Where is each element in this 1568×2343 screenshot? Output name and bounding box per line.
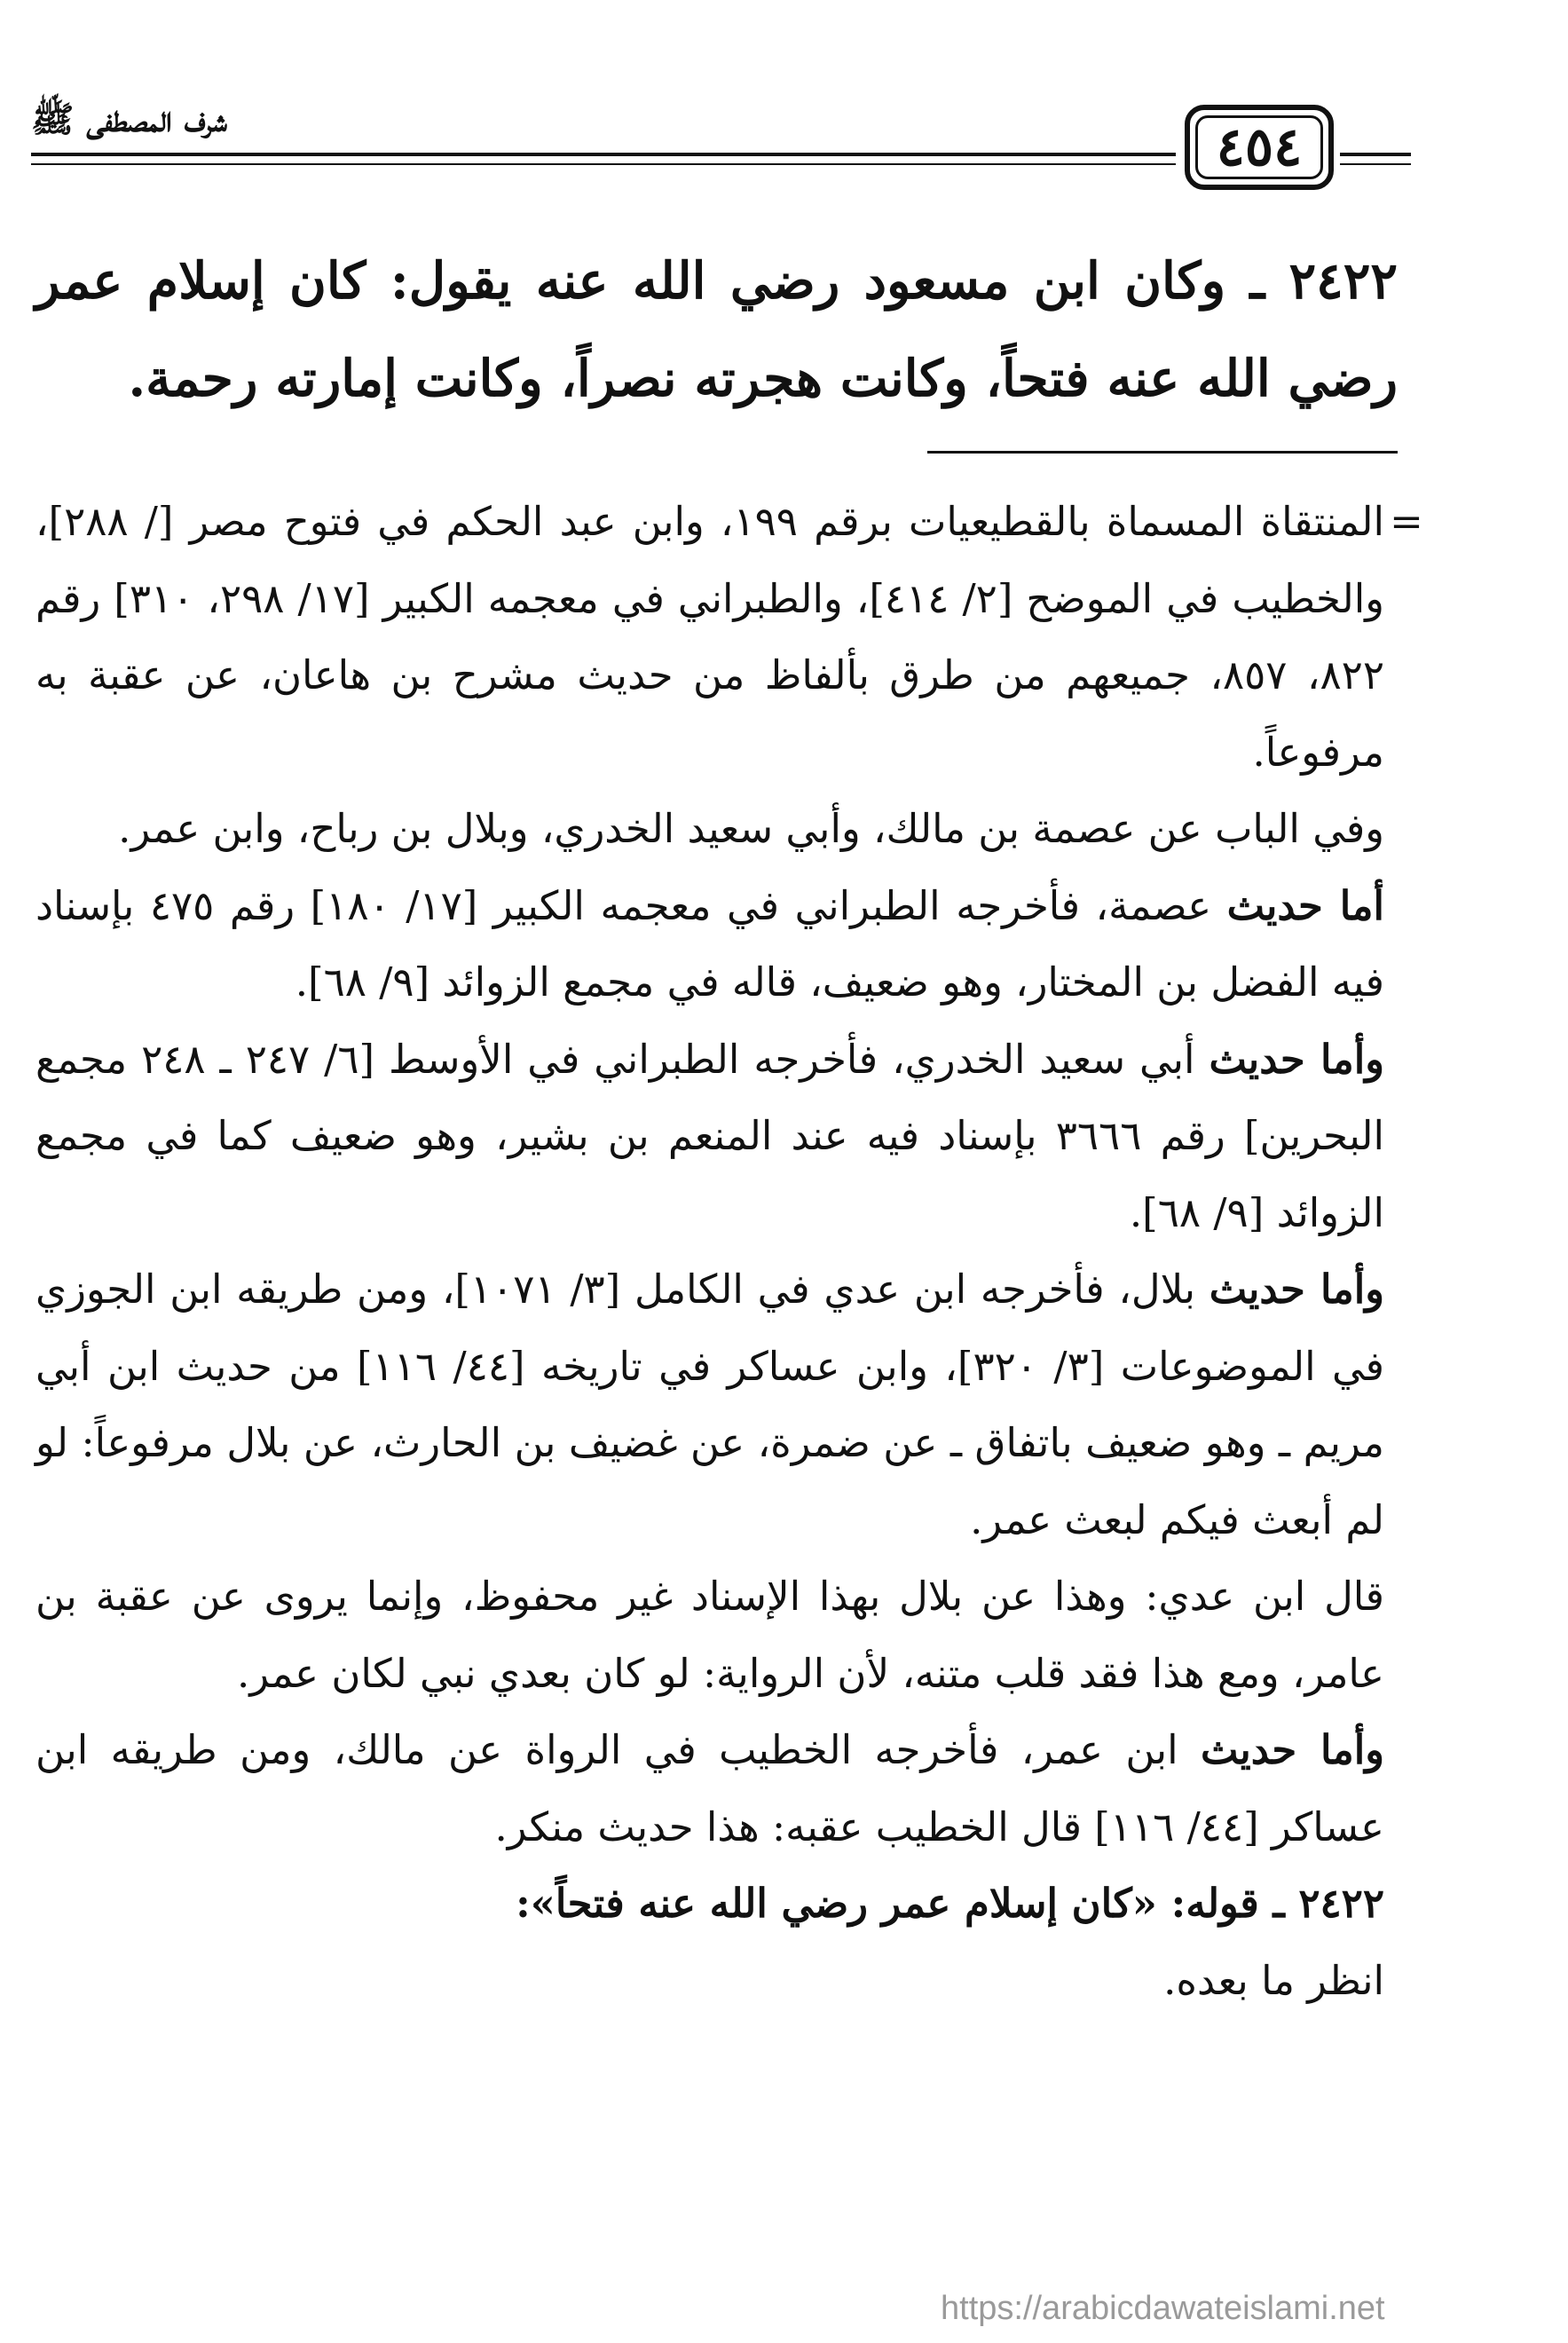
footnote-lead: وأما حديث: [1209, 1266, 1385, 1313]
page-number-frame: [1185, 105, 1334, 190]
footnote-paragraph: قال ابن عدي: وهذا عن بلال بهذا الإسناد غير محفوظ، وإنما يروى عن عقبة بن عامر، ومع هذا فقد قلب متنه، لأن الرواية: لو كان بعدي نبي لكان عمر.: [35, 1573, 1384, 1697]
main-text: ٢٤٢٢ ـ وكان ابن مسعود رضي الله عنه يقول: كان إسلام عمر رضي الله عنه فتحاً، وكانت هجرته نصراً، وكانت إمارته رحمة.: [35, 251, 1398, 408]
header-rule: [1340, 163, 1411, 165]
header-rule: [31, 163, 1176, 165]
footnote-paragraph: وأما حديث أبي سعيد الخدري، فأخرجه الطبراني في الأوسط [٦/ ٢٤٧ ـ ٢٤٨ مجمع البحرين] رقم ٣٦٦٦ بإسناد فيه عند المنعم بن بشير، وهو ضعيف كما في مجمع الزوائد [٩/ ٦٨].: [35, 1035, 1385, 1236]
footnote-lead: وأما حديث: [1209, 1035, 1385, 1083]
footnote-paragraph: وأما حديث ابن عمر، فأخرجه الخطيب في الرواة عن مالك، ومن طريقه ابن عساكر [٤٤/ ١١٦] قال الخطيب عقبه: هذا حديث منكر.: [35, 1726, 1384, 1850]
footnote-lead: وأما حديث: [1201, 1726, 1384, 1773]
footnote-lead: أما حديث: [1226, 881, 1385, 929]
footnote-paragraph: المنتقاة المسماة بالقطيعيات برقم ١٩٩، وابن عبد الحكم في فتوح مصر [/ ٢٨٨]، والخطيب في الموضح [٢/ ٤١٤]، والطبراني في معجمه الكبير [١٧/ ٢٩٨، ٣١٠] رقم ٨٢٢، ٨٥٧، جميعهم من طرق بألفاظ من حديث مشرح بن هاعان، عن عقبة به مرفوعاً.: [35, 498, 1384, 776]
header-rule: [1340, 153, 1411, 156]
footnote-item-text: انظر ما بعده.: [1163, 1956, 1384, 2004]
footnote-item: [35, 1866, 1384, 1943]
footnote-paragraph: أما حديث عصمة، فأخرجه الطبراني في معجمه الكبير [١٧/ ١٨٠] رقم ٤٧٥ بإسناد فيه الفضل بن المختار، وهو ضعيف، قاله في مجمع الزوائد [٩/ ٦٨].: [35, 881, 1385, 1006]
footnote-divider: [927, 451, 1398, 454]
header-rule: [31, 153, 1176, 156]
footnote-paragraph: وفي الباب عن عصمة بن مالك، وأبي سعيد الخدري، وبلال بن رباح، وابن عمر.: [118, 805, 1384, 852]
footnote-item-label: ٢٤٢٢ ـ قوله: «كان إسلام عمر رضي الله عنه فتحاً»:: [516, 1880, 1384, 1927]
footnote-paragraph: وأما حديث بلال، فأخرجه ابن عدي في الكامل [٣/ ١٠٧١]، ومن طريقه ابن الجوزي في الموضوعات [٣/ ٣٢٠]، وابن عساكر في تاريخه [٤٤/ ١١٦] من حديث ابن أبي مريم ـ وهو ضعيف باتفاق ـ عن ضمرة، عن غضيف بن الحارث، عن بلال مرفوعاً: لو لم أبعث فيكم لبعث عمر.: [35, 1266, 1385, 1543]
footnote-continuation-mark: =: [1390, 498, 1423, 545]
watermark-url: https://arabicdawateislami.net: [941, 2290, 1385, 2327]
book-title: شرف المصطفى ﷺ: [31, 99, 227, 140]
footnotes: [35, 484, 1384, 2019]
page-number: ٤٥٤: [1195, 115, 1323, 179]
